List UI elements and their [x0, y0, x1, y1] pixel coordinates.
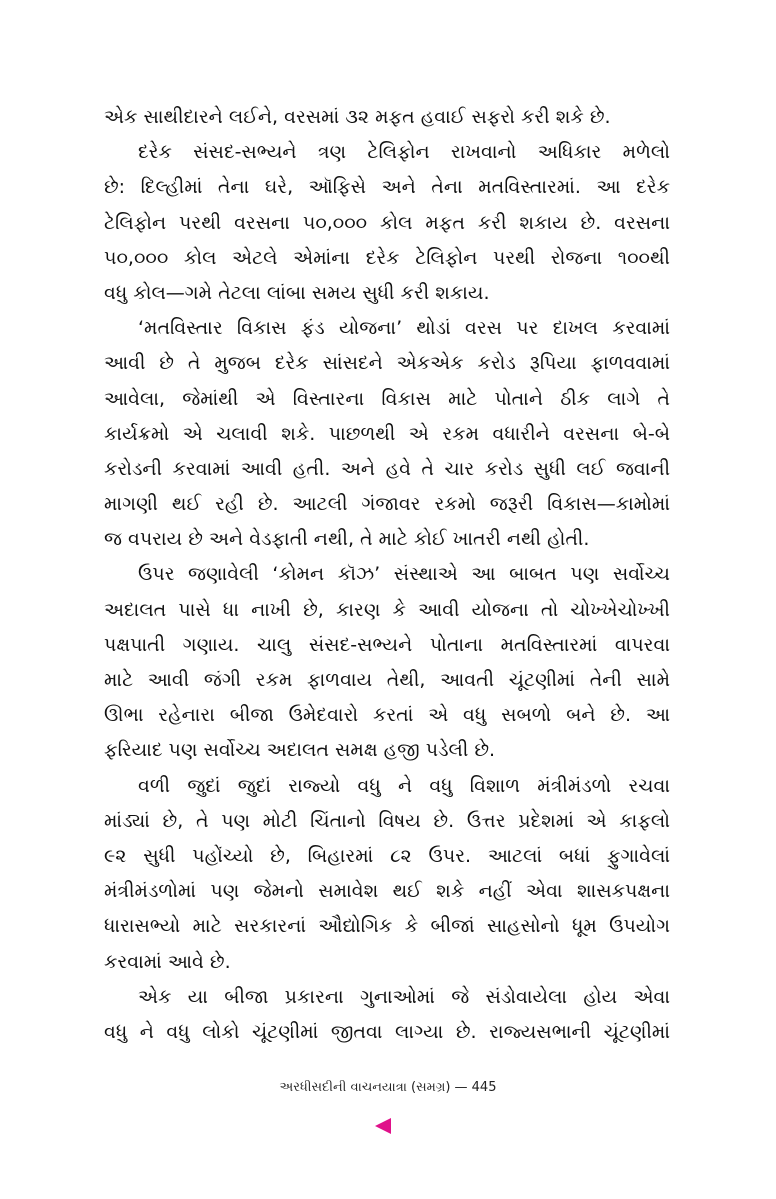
text-line: એક સાથીદારને લઈને, વરસમાં ૩૨ મફત હવાઈ સફરો કરી શકે છે.	[104, 106, 611, 128]
back-arrow-icon[interactable]	[375, 1118, 391, 1134]
text-line: કરવામાં આવે છે.	[104, 950, 231, 973]
text-line: જ વપરાય છે અને વેડફાતી નથી, તે માટે કોઈ ખાતરી નથી હોતી.	[104, 528, 590, 551]
paragraph	[104, 135, 670, 311]
text-line: પક્ષપાતી ગણાય. ચાલુ સંસદ-સભ્યને પોતાના મતવિસ્તારમાં વાપરવા	[104, 633, 670, 656]
text-line: વધુ કોલ—ગમે તેટલા લાંબા સમય સુધી કરી શકાય.	[104, 281, 490, 304]
text-line: ૯૨ સુધી પહોંચ્યો છે, બિહારમાં ૮૨ ઉપર. આટલાં બધાં ફુગાવેલાં	[104, 844, 670, 867]
text-line: ઉપર જણાવેલી ‘કોમન કૉઝ’ સંસ્થાએ આ બાબત પણ સર્વોચ્ચ	[138, 563, 670, 586]
text-line: ‘મતવિસ્તાર વિકાસ ફંડ યોજના’ થોડાં વરસ પર દાખલ કરવામાં	[138, 317, 670, 340]
paragraph	[104, 311, 670, 557]
text-line: મંત્રીમંડળોમાં પણ જેમનો સમાવેશ થઈ શકે નહીં એવા શાસકપક્ષના	[104, 880, 670, 903]
text-line: માટે આવી જંગી રકમ ફાળવાય તેથી, આવતી ચૂંટણીમાં તેની સામે	[104, 669, 670, 691]
text-line: વળી જુદાં જુદાં રાજ્યો વધુ ને વધુ વિશાળ મંત્રીમંડળો રચવા	[138, 774, 670, 797]
text-line: ૫૦,૦૦૦ કોલ એટલે એમાંના દરેક ટેલિફોન પરથી રોજના ૧૦૦થી	[104, 246, 670, 269]
text-line: દરેક સંસદ-સભ્યને ત્રણ ટેલિફોન રાખવાનો અધિકાર મળેલો	[138, 141, 670, 164]
text-line: માંડ્યાં છે, તે પણ મોટી ચિંતાનો વિષય છે. ઉત્તર પ્રદેશમાં એ કાફલો	[104, 809, 670, 832]
paragraph	[104, 100, 670, 135]
text-line: એક યા બીજા પ્રકારના ગુનાઓમાં જે સંડોવાયેલા હોય એવા	[138, 985, 670, 1008]
text-line: કરોડની કરવામાં આવી હતી. અને હવે તે ચાર કરોડ સુધી લઈ જવાની	[104, 457, 670, 480]
text-line: વધુ ને વધુ લોકો ચૂંટણીમાં જીતવા લાગ્યા છે. રાજ્યસભાની ચૂંટણીમાં	[104, 1020, 670, 1043]
text-line: ઊભા રહેનારા બીજા ઉમેદવારો કરતાં એ વધુ સબળો બને છે. આ	[104, 704, 670, 727]
text-line: છે: દિલ્હીમાં તેના ઘરે, ઑફિસે અને તેના મતવિસ્તારમાં. આ દરેક	[104, 176, 670, 199]
paragraph	[104, 557, 670, 768]
paragraph	[104, 769, 670, 980]
page-body	[104, 100, 670, 1050]
text-line: આવી છે તે મુજબ દરેક સાંસદને એકએક કરોડ રૂપિયા ફાળવવામાં	[104, 352, 670, 375]
text-line: અદાલત પાસે ધા નાખી છે, કારણ કે આવી યોજના તો ચોખ્ખેચોખ્ખી	[104, 598, 670, 621]
text-line: ફરિયાદ પણ સર્વોચ્ચ અદાલત સમક્ષ હજી પડેલી છે.	[104, 739, 496, 762]
paragraph	[104, 980, 670, 1050]
text-line: ધારાસભ્યો માટે સરકારનાં ઔદ્યોગિક કે બીજાં સાહસોનો ધૂમ ઉપયોગ	[104, 915, 670, 938]
text-line: આવેલા, જેમાંથી એ વિસ્તારના વિકાસ માટે પોતાને ઠીક લાગે તે	[104, 387, 670, 410]
text-line: ટેલિફોન પરથી વરસના ૫૦,૦૦૦ કોલ મફત કરી શકાય છે. વરસના	[104, 211, 670, 234]
page-footer: અરધીસદીની વાચનયાત્રા (સમગ્ર) — 445	[279, 1080, 497, 1095]
text-line: કાર્યક્રમો એ ચલાવી શકે. પાછળથી એ રકમ વધારીને વરસના બે-બે	[104, 422, 670, 445]
text-line: માગણી થઈ રહી છે. આટલી ગંજાવર રકમો જરૂરી વિકાસ—કામોમાં	[104, 493, 670, 516]
